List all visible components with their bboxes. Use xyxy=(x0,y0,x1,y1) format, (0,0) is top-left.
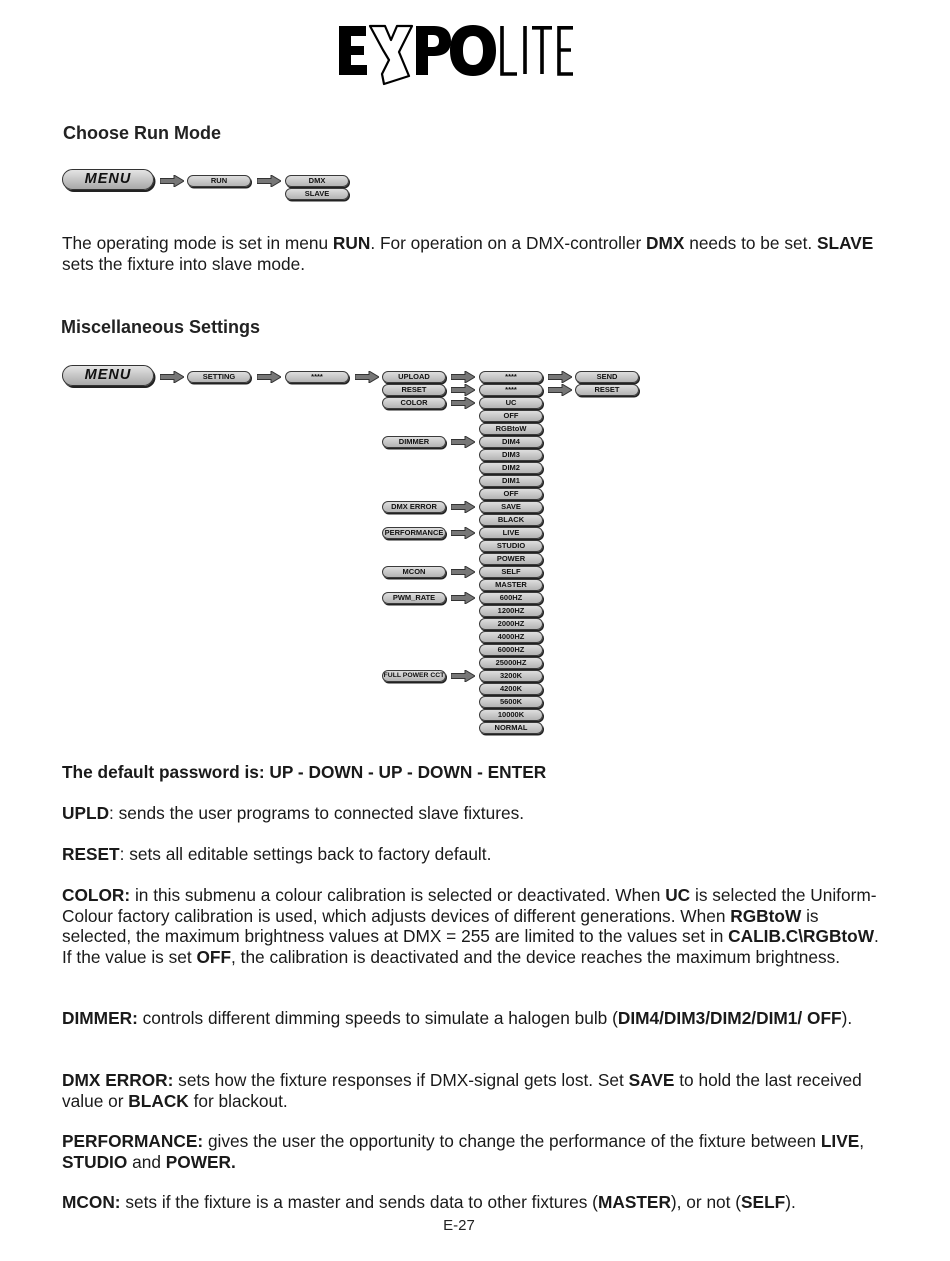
value-item: LIVE xyxy=(479,527,543,539)
performance-paragraph: PERFORMANCE: gives the user the opportunity to change the performance of the fixture between LIVE, STUDIO and POWER. xyxy=(62,1131,865,1172)
action-send: SEND xyxy=(575,371,639,383)
arrow-icon xyxy=(355,371,379,383)
value-item: 4000HZ xyxy=(479,631,543,643)
value-item: NORMAL xyxy=(479,722,543,734)
arrow-icon xyxy=(451,384,475,396)
action-reset: RESET xyxy=(575,384,639,396)
submenu-full-power-cct: FULL POWER CCT xyxy=(382,670,446,682)
arrow-icon xyxy=(451,371,475,383)
dimmer-paragraph: DIMMER: controls different dimming speeds to simulate a halogen bulb (DIM4/DIM3/DIM2/DIM1/ OFF). xyxy=(62,1008,853,1028)
value-item: 5600K xyxy=(479,696,543,708)
upld-paragraph: UPLD: sends the user programs to connected slave fixtures. xyxy=(62,803,525,823)
value-item: 1200HZ xyxy=(479,605,543,617)
menu-button: MENU xyxy=(62,169,154,190)
submenu-color: COLOR xyxy=(382,397,446,409)
value-item: 600HZ xyxy=(479,592,543,604)
password-item: **** xyxy=(285,371,349,383)
color-paragraph: COLOR: in this submenu a colour calibration is selected or deactivated. When UC is selected the Uniform-Colour factory calibration is used, which adjusts devices of different generations. When RGBtoW is selected, the maximum brightness values at DMX = 255 are limited to the values set in CALIB.C\RGBtoW. If the value is set OFF, the calibration is deactivated and the device reaches the maximum brightness. xyxy=(62,885,879,967)
value-item: STUDIO xyxy=(479,540,543,552)
value-item: BLACK xyxy=(479,514,543,526)
submenu-upload: UPLOAD xyxy=(382,371,446,383)
value-item: DIM4 xyxy=(479,436,543,448)
arrow-icon xyxy=(451,592,475,604)
value-item: 6000HZ xyxy=(479,644,543,656)
value-item: UC xyxy=(479,397,543,409)
value-item: DIM3 xyxy=(479,449,543,461)
arrow-icon xyxy=(548,384,572,396)
value-item: SAVE xyxy=(479,501,543,513)
value-item: 4200K xyxy=(479,683,543,695)
value-item: OFF xyxy=(479,488,543,500)
arrow-icon xyxy=(160,175,184,187)
page-number: E-27 xyxy=(443,1217,475,1234)
logo-text: EXPOLITE xyxy=(336,16,341,17)
reset-paragraph: RESET: sets all editable settings back to factory default. xyxy=(62,844,492,864)
run-mode-paragraph: The operating mode is set in menu RUN. For operation on a DMX-controller DMX needs to be set. SLAVE sets the fixture into slave mode. xyxy=(62,233,874,274)
value-item: SELF xyxy=(479,566,543,578)
arrow-icon xyxy=(451,670,475,682)
misc-settings-title: Miscellaneous Settings xyxy=(61,317,261,337)
arrow-icon xyxy=(451,436,475,448)
run-menu-item: RUN xyxy=(187,175,251,187)
value-item: DIM1 xyxy=(479,475,543,487)
arrow-icon xyxy=(451,527,475,539)
menu-button: MENU xyxy=(62,365,154,386)
arrow-icon xyxy=(451,397,475,409)
run-option-slave: SLAVE xyxy=(285,188,349,200)
value-item: 25000HZ xyxy=(479,657,543,669)
dmx-error-paragraph: DMX ERROR: sets how the fixture responses if DMX-signal gets lost. Set SAVE to hold the last received value or BLACK for blackout. xyxy=(62,1070,862,1111)
value-item: 2000HZ xyxy=(479,618,543,630)
arrow-icon xyxy=(160,371,184,383)
submenu-pwm-rate: PWM_RATE xyxy=(382,592,446,604)
value-item: DIM2 xyxy=(479,462,543,474)
value-item: OFF xyxy=(479,410,543,422)
submenu-performance: PERFORMANCE xyxy=(382,527,446,539)
submenu-dmx-error: DMX ERROR xyxy=(382,501,446,513)
arrow-icon xyxy=(451,501,475,513)
setting-menu-item: SETTING xyxy=(187,371,251,383)
submenu-reset: RESET xyxy=(382,384,446,396)
expolite-logo xyxy=(336,16,576,86)
default-password-text: The default password is: UP - DOWN - UP - DOWN - ENTER xyxy=(62,762,547,782)
value-item: POWER xyxy=(479,553,543,565)
value-item: 3200K xyxy=(479,670,543,682)
arrow-icon xyxy=(257,175,281,187)
run-mode-title: Choose Run Mode xyxy=(63,123,221,143)
arrow-icon xyxy=(451,566,475,578)
arrow-icon xyxy=(548,371,572,383)
value-item: 10000K xyxy=(479,709,543,721)
arrow-icon xyxy=(257,371,281,383)
run-option-dmx: DMX xyxy=(285,175,349,187)
value-item: **** xyxy=(479,371,543,383)
mcon-paragraph: MCON: sets if the fixture is a master and sends data to other fixtures (MASTER), or not (SELF). xyxy=(62,1192,796,1212)
value-item: MASTER xyxy=(479,579,543,591)
submenu-mcon: MCON xyxy=(382,566,446,578)
value-item: **** xyxy=(479,384,543,396)
submenu-dimmer: DIMMER xyxy=(382,436,446,448)
value-item: RGBtoW xyxy=(479,423,543,435)
